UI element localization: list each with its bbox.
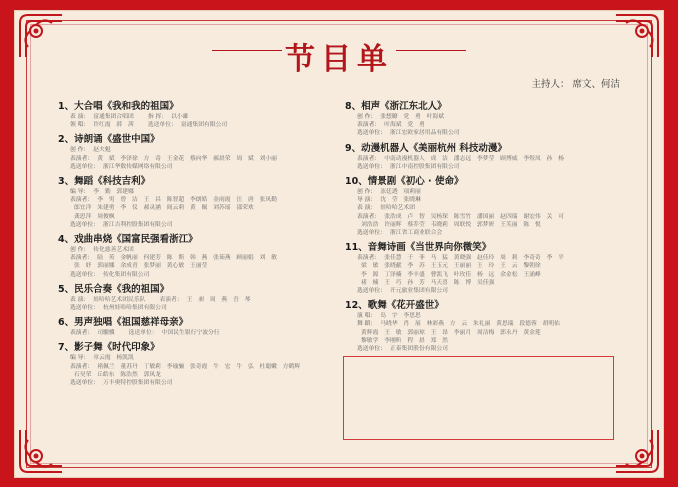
program-item bbox=[345, 142, 625, 171]
program-item-detail bbox=[345, 254, 625, 262]
program-item-detail bbox=[58, 221, 333, 229]
program-item bbox=[345, 175, 625, 237]
program-item-detail bbox=[58, 371, 333, 379]
detail-value: 杭州娃哈哈集团有限公司 bbox=[103, 305, 167, 312]
detail-value: 浙江宏欧家居用品有限公司 bbox=[390, 130, 460, 137]
program-item-detail bbox=[58, 262, 333, 270]
program-item-detail bbox=[58, 163, 333, 171]
detail-value: 张浩成 卢 智 吴杨琛 陈雪竹 潘国丽 赵四瑞 谢宏伟 关 可 bbox=[384, 213, 564, 220]
corner-ornament-icon bbox=[614, 428, 660, 474]
detail-label: 选送单位： bbox=[70, 380, 99, 387]
program-item-title: 10、情景剧《初心 · 使命》 bbox=[345, 176, 464, 188]
program-item-detail bbox=[58, 379, 333, 387]
detail-value: 富通集团有限公司 bbox=[180, 122, 228, 129]
detail-label: 表演者： bbox=[70, 155, 94, 162]
program-item-detail bbox=[345, 262, 625, 270]
detail-value: 开元旅业集团有限公司 bbox=[390, 288, 448, 295]
detail-value: 李 勤 郭建娜 bbox=[93, 189, 134, 196]
detail-value: 富通集团合唱团 bbox=[93, 114, 134, 120]
host-line bbox=[531, 76, 620, 90]
detail-label: 编 导： bbox=[70, 189, 90, 196]
detail-label: 表演者： bbox=[70, 197, 94, 204]
detail-value: 浙江吉利控股集团有限公司 bbox=[103, 221, 173, 228]
detail-label: 表演者： bbox=[70, 363, 94, 370]
detail-value: 中南动漫机器人 成 洁 潘志远 李梦莹 顾博威 李煜凤 孙 杨 bbox=[384, 155, 564, 162]
detail-label: 表演者： bbox=[70, 255, 94, 262]
detail-value: 冻廷透 项莉丽 bbox=[380, 189, 421, 196]
detail-value: 中国民生银行宁波分行 bbox=[161, 330, 220, 337]
program-item-detail bbox=[58, 113, 333, 121]
program-item-detail bbox=[58, 296, 333, 304]
detail-value: 娃哈哈艺术团 bbox=[380, 205, 416, 212]
program-item-detail bbox=[345, 271, 625, 279]
detail-value: 娃哈哈艺术团民乐队 bbox=[93, 296, 146, 303]
detail-value: 褚 楠 王 巧 孙 芳 马天喜 陈 博 吴佳强 bbox=[361, 279, 495, 286]
detail-label: 表演者： bbox=[357, 213, 381, 220]
detail-label: 创 作： bbox=[357, 189, 377, 196]
detail-value: 赵夫魁 bbox=[93, 147, 111, 154]
host-label: 主持人： bbox=[531, 79, 570, 90]
detail-value: 浙江中南控股集团有限公司 bbox=[390, 163, 460, 170]
detail-label: 选送单位： bbox=[147, 122, 177, 129]
program-item-title: 7、影子舞《时代印象》 bbox=[58, 342, 160, 354]
program-item-detail bbox=[345, 196, 625, 204]
program-item-detail bbox=[58, 155, 333, 163]
detail-label: 表 演： bbox=[357, 205, 377, 212]
program-item bbox=[345, 299, 625, 353]
program-item-detail bbox=[345, 279, 625, 287]
program-item bbox=[58, 175, 333, 229]
detail-value: 梁 敏 张晓献 李 苏 王玉元 王丽丽 王 玲 王 云 黎朝徐 bbox=[361, 263, 541, 270]
detail-value: 黎敏学 李刚昕 程 晨 郑 然 bbox=[361, 337, 448, 344]
program-item-detail bbox=[345, 312, 625, 320]
program-item-title: 5、民乐合奏《我的祖国》 bbox=[58, 283, 170, 295]
detail-label: 选送单位： bbox=[70, 305, 99, 312]
detail-value: 叶海斌 党 勇 bbox=[384, 122, 425, 129]
program-item bbox=[58, 316, 333, 337]
program-item bbox=[58, 133, 333, 171]
detail-value: 沈 莹 张晓琳 bbox=[380, 197, 421, 204]
detail-label: 领 唱： bbox=[70, 122, 90, 129]
detail-value: 浙江省工商业联合会 bbox=[390, 230, 443, 237]
detail-value: 司騮骥 bbox=[97, 330, 115, 337]
detail-label: 编 导： bbox=[70, 355, 90, 362]
program-item-title: 1、大合唱《我和我的祖国》 bbox=[58, 101, 179, 112]
program-item-detail bbox=[345, 320, 625, 328]
program-item-detail bbox=[58, 329, 333, 337]
detail-value: 黄辉霞 王 敏 郭丽琼 王 昂 李丽月 周洁梅 郭永丹 黄金莲 bbox=[361, 329, 541, 336]
detail-value: 张佳慧 于 菲 马 猛 黄晓强 赵佳玲 周 莉 李奇奇 李 平 bbox=[384, 255, 564, 262]
detail-value: 褚佩兰 董苏丹 丁敏莉 李瑜骊 张奇霞 牛 宏 牛 弘 杜聪嫩 方鹤辉 bbox=[97, 363, 301, 370]
detail-value: 传化集团有限公司 bbox=[103, 271, 150, 278]
corner-ornament-icon bbox=[18, 428, 64, 474]
program-item bbox=[58, 233, 333, 279]
program-item-detail bbox=[345, 188, 625, 196]
detail-value: 郎宜洋 朱建勇 李 仪 郝灵涵 阎云莉 黄 佩 刘苏瑶 邵荣欢 bbox=[74, 205, 254, 212]
detail-label: 导 演： bbox=[357, 197, 377, 204]
host-names: 席文、何洁 bbox=[572, 79, 620, 90]
detail-label: 创 作： bbox=[70, 147, 90, 154]
program-item-detail bbox=[345, 329, 625, 337]
page-title: 节目单 bbox=[285, 42, 393, 77]
detail-value: 万丰奥特控股集团有限公司 bbox=[103, 380, 173, 387]
detail-label: 创 作： bbox=[70, 247, 90, 254]
program-item bbox=[58, 283, 333, 312]
detail-label: 表 演： bbox=[70, 114, 90, 120]
detail-value: 浙江华数传媒网络有限公司 bbox=[103, 163, 173, 170]
program-item-detail bbox=[345, 221, 625, 229]
program-item-detail bbox=[58, 254, 333, 262]
program-item bbox=[345, 241, 625, 295]
program-item-detail bbox=[345, 345, 625, 353]
program-item-detail bbox=[345, 155, 625, 163]
program-item bbox=[58, 341, 333, 387]
detail-value: 张想瞭 党 勇 叶海斌 bbox=[380, 114, 445, 120]
program-item-title: 4、戏曲串烧《国富民强看浙江》 bbox=[58, 234, 198, 246]
detail-value: 以小雄 bbox=[171, 114, 189, 120]
detail-value: 许红霞 薛 茜 bbox=[93, 122, 134, 129]
detail-label: 选送单位： bbox=[357, 346, 386, 353]
detail-label: 演 唱： bbox=[357, 313, 377, 320]
program-item-detail bbox=[58, 354, 333, 362]
detail-label: 选送单位： bbox=[357, 163, 386, 170]
program-item-detail bbox=[345, 337, 625, 345]
detail-value: 刘浩浩 许丽辉 蔡乔莹 韦晓莉 周联悦 郭梦妍 王芙丽 陈 悦 bbox=[361, 221, 541, 228]
program-item-detail bbox=[58, 271, 333, 279]
program-item-title: 2、诗朗诵《盛世中国》 bbox=[58, 134, 160, 146]
program-item-detail bbox=[345, 287, 625, 295]
detail-label: 表演者： bbox=[70, 330, 94, 337]
program-item bbox=[58, 100, 333, 129]
detail-value: 李 源 丁泽楠 李丰盛 曹凯飞 叶玫佳 杨 远 余金松 王涌峰 bbox=[361, 271, 541, 278]
program-item-detail bbox=[345, 204, 625, 212]
program-item-title: 11、音舞诗画《当世界向你微笑》 bbox=[345, 242, 492, 254]
detail-value: 王 昶 周 燕 吾 琴 bbox=[186, 296, 251, 303]
program-item-detail bbox=[58, 304, 333, 312]
detail-label: 选送单位： bbox=[70, 271, 99, 278]
program-item-detail bbox=[345, 129, 625, 137]
highlight-box bbox=[343, 356, 614, 440]
program-item-detail bbox=[58, 121, 333, 129]
program-item-detail bbox=[58, 363, 333, 371]
program-item-title: 3、舞蹈《科技吉利》 bbox=[58, 176, 151, 188]
program-item-detail bbox=[345, 113, 625, 121]
program-item-detail bbox=[58, 213, 333, 221]
program-item-detail bbox=[345, 121, 625, 129]
detail-label: 选送单位： bbox=[128, 330, 158, 337]
program-column-left bbox=[58, 100, 333, 391]
detail-value: 张 妤 郭丽娜 余成青 张梦丽 黄心敏 王丽莹 bbox=[74, 263, 208, 270]
detail-label: 创 作： bbox=[357, 114, 377, 120]
program-item-detail bbox=[58, 204, 333, 212]
detail-value: 章云霞 杨凯凯 bbox=[93, 355, 134, 362]
program-item-detail bbox=[345, 229, 625, 237]
program-item-title: 9、动漫机器人《美丽杭州 科技动漫》 bbox=[345, 142, 507, 154]
detail-label: 表演者： bbox=[357, 155, 381, 162]
program-item bbox=[345, 100, 625, 138]
detail-label: 选送单位： bbox=[357, 288, 386, 295]
program-item-detail bbox=[58, 146, 333, 154]
detail-value: 传化慈善艺术团 bbox=[93, 247, 134, 254]
detail-value: 陆 英 金帆丽 何建芳 陈 斯 韩 燕 张茹燕 顾丽娟 刘 敏 bbox=[97, 255, 277, 262]
program-item-detail bbox=[58, 246, 333, 254]
program-item-title: 6、男声独唱《祖国慈祥母亲》 bbox=[58, 317, 189, 329]
detail-label: 表演者： bbox=[159, 296, 183, 303]
program-item-detail bbox=[345, 163, 625, 171]
detail-value: 石昊荣 丘皓东 陈浩然 郭凤龙 bbox=[74, 371, 161, 378]
detail-label: 表演者： bbox=[357, 255, 381, 262]
program-item-title: 8、相声《浙江东北人》 bbox=[345, 101, 447, 112]
detail-label: 选送单位： bbox=[357, 130, 386, 137]
detail-label: 选送单位： bbox=[70, 163, 99, 170]
detail-label: 表 演： bbox=[70, 296, 90, 303]
detail-label: 选送单位： bbox=[357, 230, 386, 237]
detail-value: 正泰集团股份有限公司 bbox=[390, 346, 448, 353]
detail-label: 指 挥： bbox=[147, 114, 168, 120]
program-item-detail bbox=[58, 196, 333, 204]
detail-value: 岛 宇 李思思 bbox=[380, 313, 421, 320]
detail-value: 马晓华 肖 展 林彩燕 方 云 朱礼丽 黄思瑞 段德蓉 胡明佑 bbox=[380, 321, 560, 328]
detail-label: 舞 蹈： bbox=[357, 321, 377, 328]
program-item-detail bbox=[345, 213, 625, 221]
detail-value: 黄 斌 李泽徐 方 奇 王金花 蔡向华 郝晨荣 周 斌 刘小丽 bbox=[97, 155, 277, 162]
program-item-title: 12、歌舞《花开盛世》 bbox=[345, 300, 444, 312]
detail-value: 龚思萍 周俊枫 bbox=[74, 213, 115, 220]
detail-label: 选送单位： bbox=[70, 221, 99, 228]
detail-label: 表演者： bbox=[357, 122, 381, 129]
program-column-right bbox=[345, 100, 625, 357]
program-item-detail bbox=[58, 188, 333, 196]
detail-value: 李 男 曾 洁 王 昌 陈智超 李朗皓 金雨霞 汪 唐 张凤勤 bbox=[97, 197, 277, 204]
